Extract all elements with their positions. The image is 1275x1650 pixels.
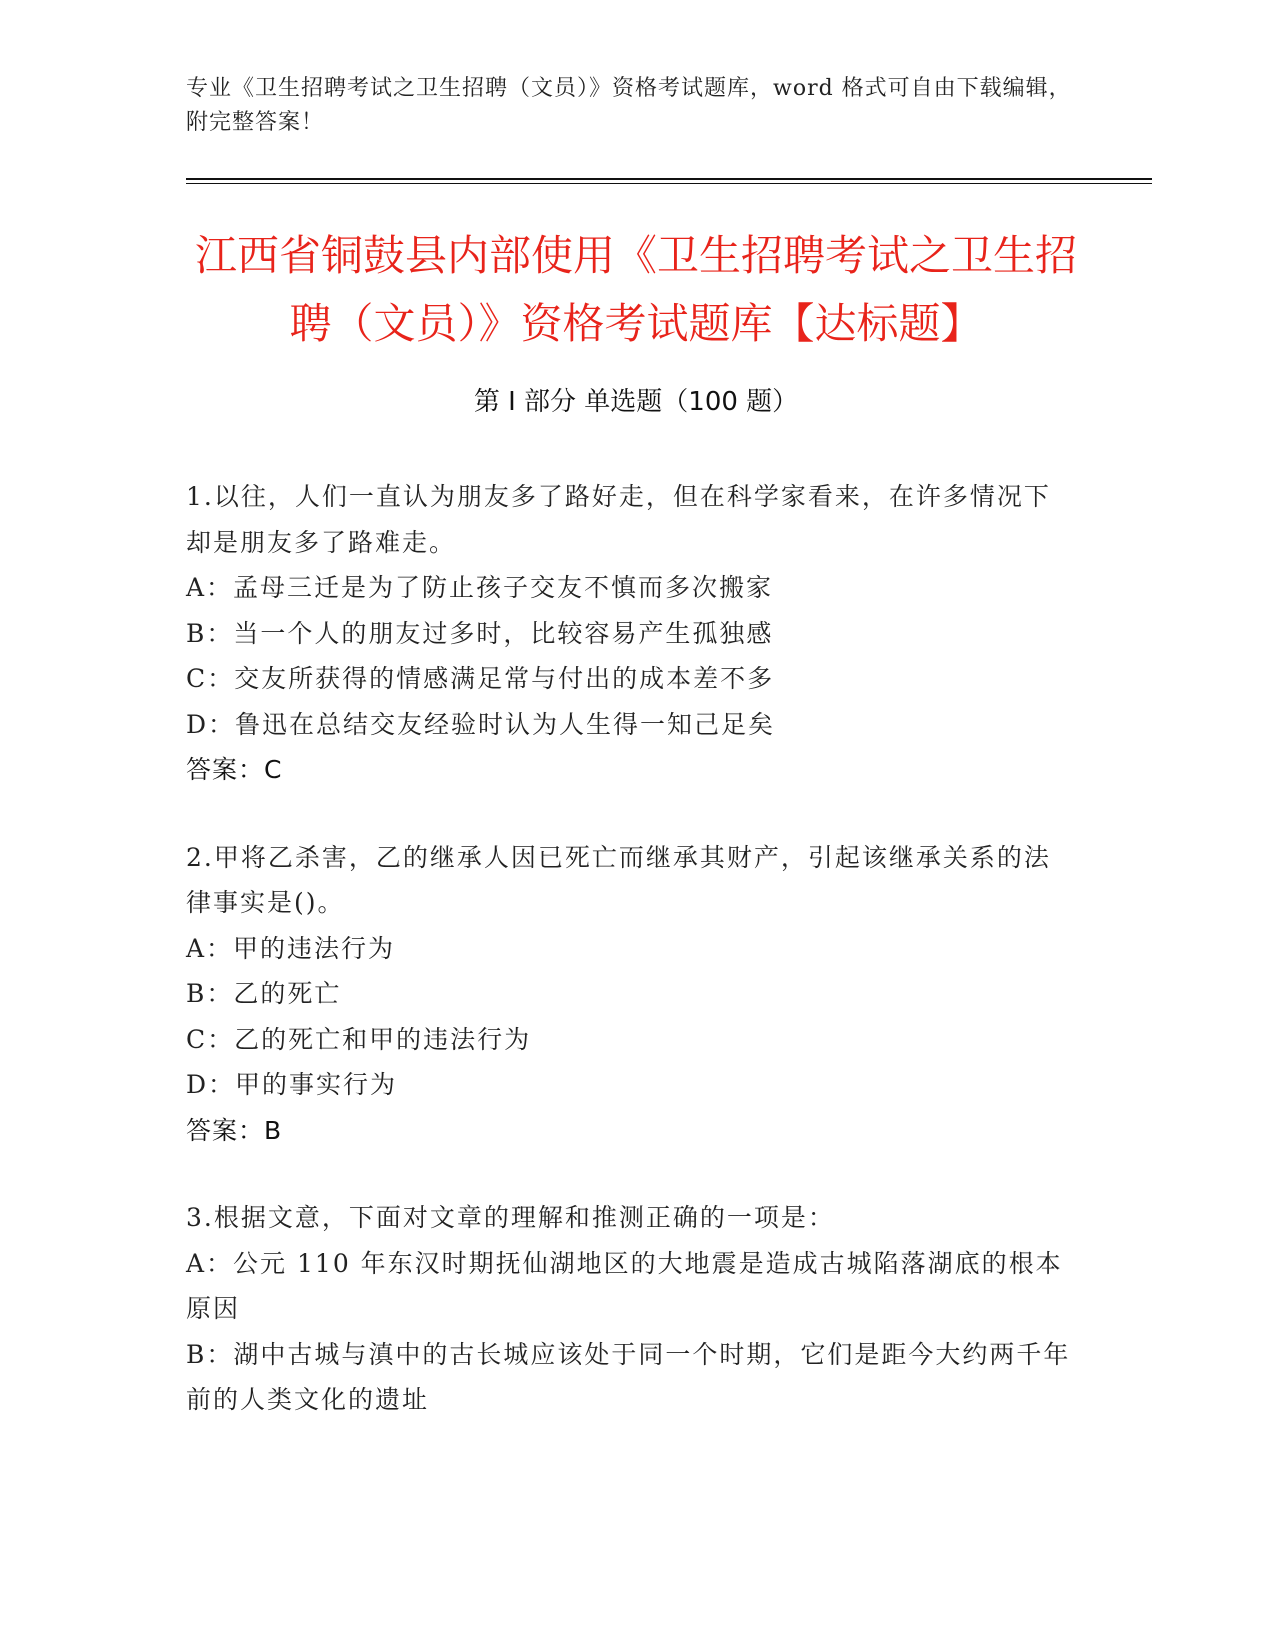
option-b: B：湖中古城与滇中的古长城应该处于同一个时期，它们是距今大约两千年前的人类文化的遗址 <box>186 1339 1071 1414</box>
option-b: B：当一个人的朋友过多时，比较容易产生孤独感 <box>186 618 774 648</box>
section-title: 第 I 部分 单选题（100 题） <box>473 387 799 417</box>
answer: 答案：B <box>186 1115 283 1145</box>
option-d: D：鲁迅在总结交友经验时认为人生得一知己足矣 <box>186 709 776 739</box>
question-1 <box>186 474 1076 793</box>
option-a: A：甲的违法行为 <box>186 933 396 963</box>
document-title: 江西省铜鼓县内部使用《卫生招聘考试之卫生招聘（文员）》资格考试题库【达标题】 <box>194 231 1077 348</box>
question-list <box>186 474 1076 1465</box>
option-c: C：乙的死亡和甲的违法行为 <box>186 1024 532 1054</box>
question-3 <box>186 1195 1076 1423</box>
header-note: 专业《卫生招聘考试之卫生招聘（文员）》资格考试题库，word 格式可自由下载编辑，附完整答案！ <box>186 76 1072 135</box>
header-divider-thin <box>186 183 1152 184</box>
option-b: B：乙的死亡 <box>186 979 342 1008</box>
header-divider <box>186 178 1152 180</box>
option-c: C：交友所获得的情感满足常与付出的成本差不多 <box>186 664 775 693</box>
question-stem: 3.根据文意，下面对文章的理解和推测正确的一项是： <box>186 1203 835 1232</box>
question-stem: 2.甲将乙杀害，乙的继承人因已死亡而继承其财产，引起该继承关系的法律事实是()。 <box>186 842 1051 917</box>
option-d: D：甲的事实行为 <box>186 1070 398 1099</box>
question-stem: 1.以往，人们一直认为朋友多了路好走，但在科学家看来，在许多情况下却是朋友多了路难走。 <box>186 482 1051 557</box>
option-a: A：孟母三迁是为了防止孩子交友不慎而多次搬家 <box>186 573 774 602</box>
answer: 答案：C <box>186 755 283 784</box>
option-a: A：公元 110 年东汉时期抚仙湖地区的大地震是造成古城陷落湖底的根本原因 <box>186 1248 1063 1323</box>
question-2 <box>186 835 1076 1154</box>
